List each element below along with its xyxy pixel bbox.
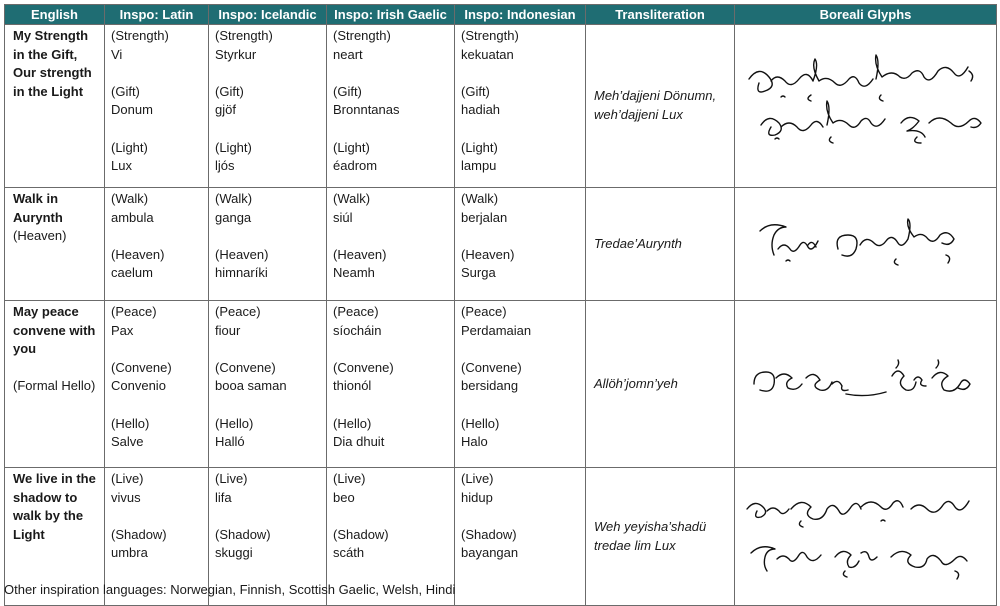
boreali-glyph-image — [746, 354, 986, 414]
irish-cell: (Walk) siúl (Heaven) Neamh — [327, 188, 455, 301]
transliteration-cell: Weh yeyisha’shadü tredae lim Lux — [586, 468, 735, 606]
glyph-cell — [735, 188, 997, 301]
header-latin: Inspo: Latin — [105, 5, 209, 25]
english-cell — [5, 301, 105, 468]
latin-cell: (Peace) Pax (Convene) Convenio (Hello) Salve — [105, 301, 209, 468]
icelandic-cell: (Live) lifa (Shadow) skuggi — [209, 468, 327, 606]
glyph-cell — [735, 301, 997, 468]
table-row — [5, 301, 997, 468]
table-row — [5, 188, 997, 301]
boreali-glyph-image — [746, 209, 986, 279]
translation-table — [4, 4, 997, 606]
footnote: Other inspiration languages: Norwegian, Finnish, Scottish Gaelic, Welsh, Hindi — [4, 582, 456, 597]
table-row — [5, 25, 997, 188]
irish-cell: (Peace) síocháin (Convene) thionól (Hello) Dia dhuit — [327, 301, 455, 468]
boreali-glyph-image — [741, 51, 991, 161]
header-icelandic: Inspo: Icelandic — [209, 5, 327, 25]
glyph-cell — [735, 25, 997, 188]
icelandic-cell: (Peace) fiour (Convene) booa saman (Hello) Halló — [209, 301, 327, 468]
header-row — [5, 5, 997, 25]
english-phrase: We live in the shadow to walk by the Light — [13, 471, 96, 542]
indonesian-cell: (Strength) kekuatan (Gift) hadiah (Light) lampu — [455, 25, 586, 188]
header-transliteration: Transliteration — [586, 5, 735, 25]
header-indonesian: Inspo: Indonesian — [455, 5, 586, 25]
header-boreali-glyphs: Boreali Glyphs — [735, 5, 997, 25]
irish-cell: (Live) beo (Shadow) scáth — [327, 468, 455, 606]
english-phrase: My Strength in the Gift, Our strength in the Light — [13, 28, 92, 99]
boreali-glyph-image — [741, 487, 991, 587]
header-english: English — [5, 5, 105, 25]
indonesian-cell: (Walk) berjalan (Heaven) Surga — [455, 188, 586, 301]
latin-cell: (Walk) ambula (Heaven) caelum — [105, 188, 209, 301]
english-note: (Heaven) — [13, 228, 67, 244]
irish-cell: (Strength) neart (Gift) Bronntanas (Light) éadrom — [327, 25, 455, 188]
english-phrase: Walk in Aurynth — [13, 191, 63, 225]
latin-cell: (Live) vivus (Shadow) umbra — [105, 468, 209, 606]
icelandic-cell: (Strength) Styrkur (Gift) gjöf (Light) ljós — [209, 25, 327, 188]
icelandic-cell: (Walk) ganga (Heaven) himnaríki — [209, 188, 327, 301]
english-cell — [5, 25, 105, 188]
english-note: (Formal Hello) — [13, 378, 96, 394]
indonesian-cell: (Live) hidup (Shadow) bayangan — [455, 468, 586, 606]
transliteration-cell: Tredae’Aurynth — [586, 188, 735, 301]
english-cell — [5, 188, 105, 301]
latin-cell: (Strength) Vi (Gift) Donum (Light) Lux — [105, 25, 209, 188]
header-irish-gaelic: Inspo: Irish Gaelic — [327, 5, 455, 25]
indonesian-cell: (Peace) Perdamaian (Convene) bersidang (Hello) Halo — [455, 301, 586, 468]
glyph-cell — [735, 468, 997, 606]
transliteration-cell: Meh’dajjeni Dönumn, weh’dajjeni Lux — [586, 25, 735, 188]
transliteration-cell: Allöh’jomn’yeh — [586, 301, 735, 468]
english-phrase: May peace convene with you — [13, 304, 96, 357]
